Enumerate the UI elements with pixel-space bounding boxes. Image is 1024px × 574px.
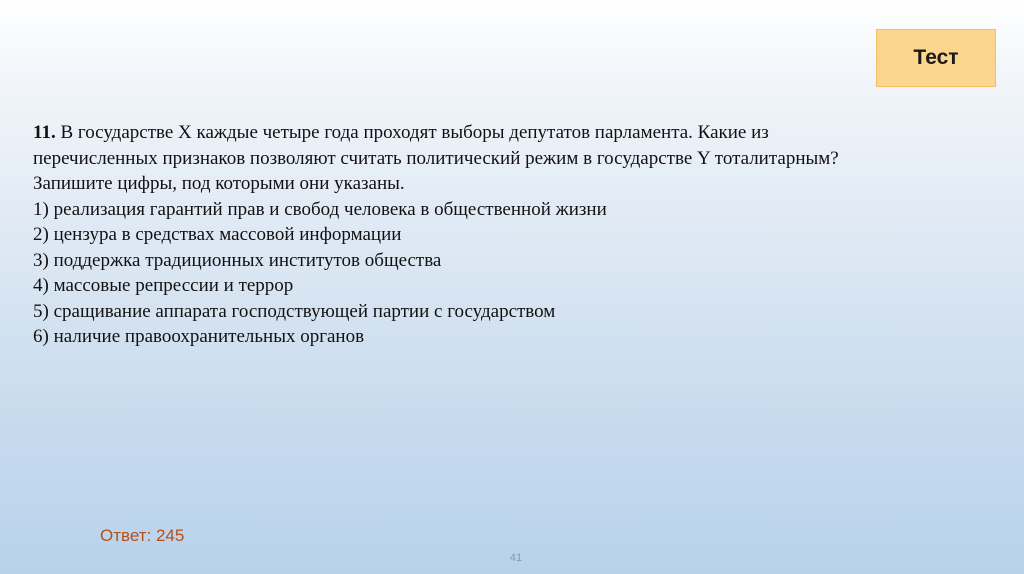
page-number: 41 [509,552,523,564]
question-first-line [33,120,993,146]
question-text-line-2: перечисленных признаков позволяют считать политический режим в государстве Y тоталитарным? [33,147,839,169]
answer-option-1: 1) реализация гарантий прав и свобод человека в общественной жизни [33,198,607,220]
answer-option-4: 4) массовые репрессии и террор [33,275,294,296]
answer-option-5: 5) сращивание аппарата господствующей партии с государством [33,300,556,322]
question-instruction: Запишите цифры, под которыми они указаны. [33,173,405,194]
question-text-line-1: В государстве Х каждые четыре года проходят выборы депутатов парламента. Какие из [55,122,769,143]
test-badge [876,29,996,87]
answer-option-3: 3) поддержка традиционных институтов общества [33,249,442,271]
answer-option-2: 2) цензура в средствах массовой информации [33,224,402,245]
answer-option-6: 6) наличие правоохранительных органов [33,326,365,347]
question-number: 11. [33,122,56,143]
test-badge-label: Тест [913,46,959,69]
question-block [33,120,993,350]
answer-text: Ответ: 245 [100,526,185,545]
